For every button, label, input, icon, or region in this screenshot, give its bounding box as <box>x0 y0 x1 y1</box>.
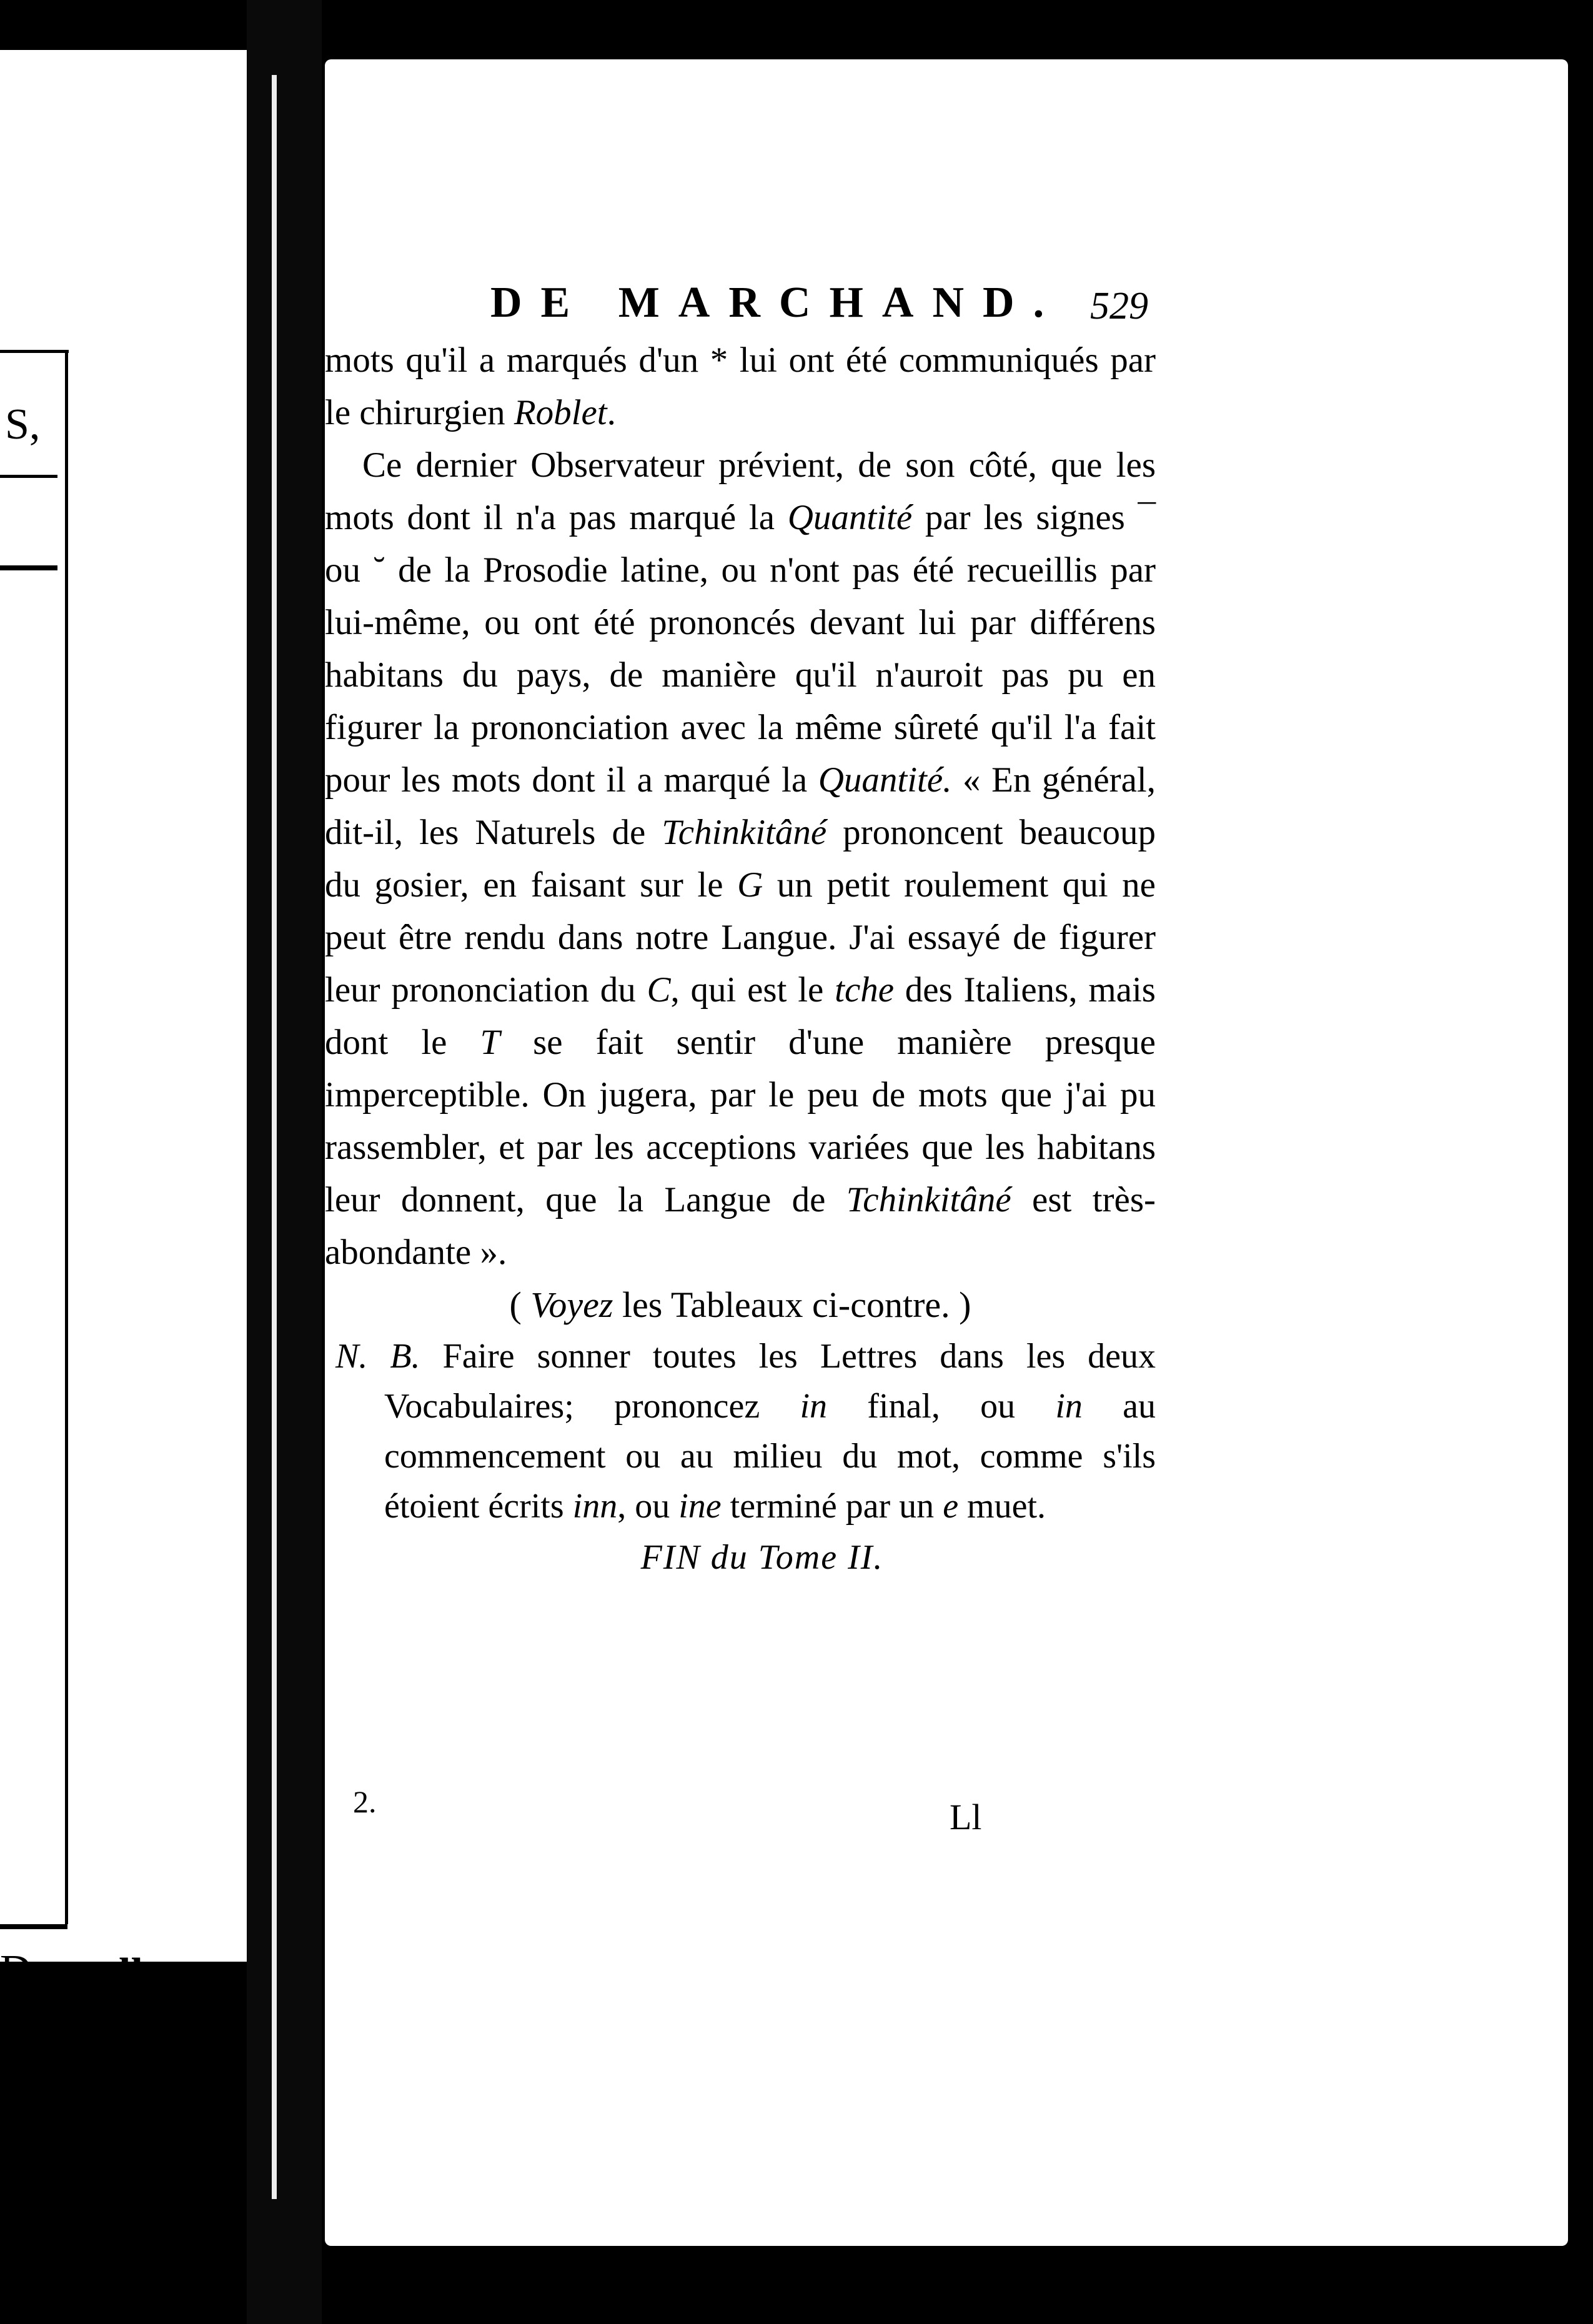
book-gutter <box>247 0 322 2324</box>
gutter-highlight <box>272 75 277 2199</box>
paragraph: mots qu'il a marqués d'un * lui ont été communiqués par le chirurgien Roblet. <box>325 340 1156 432</box>
running-head: DE MARCHAND. <box>490 279 1063 327</box>
facing-page-text-fragment: S, <box>5 400 41 449</box>
paragraph: Ce dernier Observateur prévient, de son côté, que les mots dont il n'a pas marqué la Quantité par les signes ¯ ou ˘ de la Prosodie latine, ou n'ont pas été recueillis par lui-même, ou ont été prononcés devant lui par différens habitans du pays, de manière qu'il n'auroit pas pu en figurer la prononciation avec la même sûreté qu'il l'a fait pour les mots dont il a marqué la Quantité. « En général, dit-il, les Naturels de Tchinkitâné prononcent beaucoup du gosier, en faisant sur le G un petit roulement qui ne peut être rendu dans notre Langue. J'ai essayé de figurer leur prononciation du C, qui est le tche des Italiens, mais dont le T se fait sentir d'une manière presque imperceptible. On jugera, par le peu de mots que j'ai pu rassembler, et par les acceptions variées que les habitans leur donnent, que la Langue de Tchinkitâné est très-abondante ». <box>325 445 1156 1272</box>
note-label: N. B. <box>335 1337 420 1376</box>
end-of-volume: FIN du Tome II. <box>640 1538 884 1577</box>
facing-page-edge <box>0 50 251 1998</box>
table-rule <box>0 565 57 570</box>
book-page <box>325 59 1568 2246</box>
table-frame-right <box>65 350 68 1924</box>
nota-bene: N. B. Faire sonner toutes les Lettres dans les deux Vocabulaires; prononcez in final, ou in au commencement ou au milieu du mot, comme s'ils étoient écrits inn, ou ine terminé par un e muet. <box>335 1337 1156 1526</box>
page-body <box>325 334 1156 1584</box>
facing-page-text-fragment: ll <box>119 1950 143 1998</box>
facing-page-text-fragment: D. <box>0 1947 43 1995</box>
sheet-signature: Ll <box>950 1797 982 1837</box>
table-reference: ( Voyez les Tableaux ci-contre. ) <box>509 1284 971 1325</box>
page-header <box>325 278 1568 334</box>
table-rule <box>0 1924 67 1929</box>
table-rule <box>0 475 57 478</box>
table-frame-top <box>0 350 69 353</box>
page-number: 529 <box>1090 285 1148 327</box>
signature-mark: 2. <box>353 1784 377 1819</box>
